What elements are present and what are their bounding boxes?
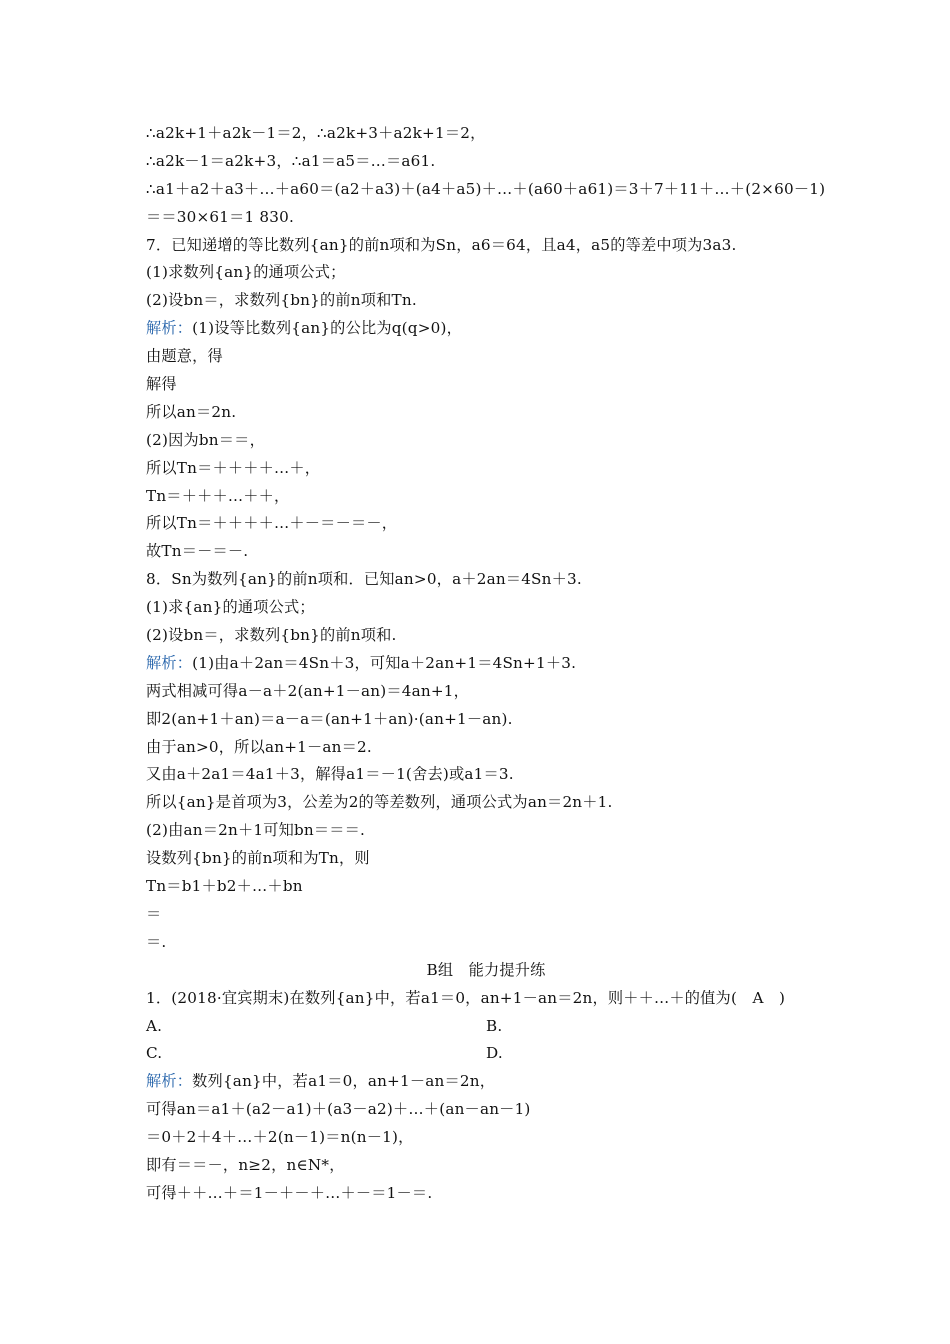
- problem-8-stem: 8．Sn为数列{an}的前n项和．已知an>0，a＋2an＝4Sn＋3.: [146, 570, 582, 589]
- text-line: 解得: [146, 375, 177, 394]
- text-line: 设数列{bn}的前n项和为Tn，则: [146, 849, 370, 868]
- text-line: Tn＝b1＋b2＋…＋bn: [146, 877, 303, 896]
- problem-7-stem: 7．已知递增的等比数列{an}的前n项和为Sn，a6＝64，且a4，a5的等差中项为3a3.: [146, 235, 737, 254]
- text-line: (1)求{an}的通项公式；: [146, 598, 315, 617]
- choice-row: [146, 1040, 826, 1068]
- choice-c: C.: [146, 1044, 163, 1063]
- text-line: 即有＝＝－，n≥2，n∈N*，: [146, 1155, 345, 1174]
- choice-a: A.: [146, 1016, 163, 1035]
- text-line: 故Tn＝－＝－.: [146, 542, 249, 561]
- text-line: (1)求数列{an}的通项公式；: [146, 263, 346, 282]
- text-line: 所以Tn＝＋＋＋＋…＋－＝－＝－，: [146, 514, 398, 533]
- text-line: ＝0＋2＋4＋…＋2(n－1)＝n(n－1)，: [146, 1128, 414, 1147]
- text-line: ＝＝30×61＝1 830.: [146, 207, 295, 226]
- text-line: 又由a＋2a1＝4a1＋3，解得a1＝－1(舍去)或a1＝3.: [146, 765, 514, 784]
- solution-line: [146, 1068, 826, 1096]
- text-line: 两式相减可得a－a＋2(an+1－an)＝4an+1，: [146, 681, 470, 700]
- solution-text: (1)由a＋2an＝4Sn＋3，可知a＋2an+1＝4Sn+1＋3.: [192, 653, 577, 672]
- text-line: ∴a2k+1＋a2k－1＝2，∴a2k+3＋a2k+1＝2，: [146, 124, 486, 142]
- text-line: (2)设bn＝，求数列{bn}的前n项和Tn.: [146, 291, 417, 310]
- solution-label: 解析：: [146, 1072, 193, 1091]
- solution-text: (1)设等比数列{an}的公比为q(q>0)，: [192, 319, 463, 338]
- choice-row: [146, 1013, 826, 1041]
- solution-line: [146, 650, 826, 678]
- text-line: 所以Tn＝＋＋＋＋…＋，: [146, 458, 321, 477]
- text-line: (2)因为bn＝＝，: [146, 430, 265, 449]
- solution-label: 解析：: [146, 653, 193, 672]
- solution-line: [146, 315, 826, 343]
- section-heading: B组 能力提升练: [426, 960, 546, 979]
- text-line: (2)由an＝2n＋1可知bn＝＝＝.: [146, 821, 366, 840]
- text-line: ∴a1＋a2＋a3＋…＋a60＝(a2＋a3)＋(a4＋a5)＋…＋(a60＋a61)＝3＋7＋11＋…＋(2×60－1): [146, 179, 826, 198]
- text-line: (2)设bn＝，求数列{bn}的前n项和.: [146, 626, 397, 645]
- text-line: ＝.: [146, 932, 167, 951]
- text-line: 所以an＝2n.: [146, 402, 237, 421]
- solution-label: 解析：: [146, 319, 193, 338]
- text-line: 由于an>0，所以an+1－an＝2.: [146, 737, 372, 756]
- text-line: 所以{an}是首项为3，公差为2的等差数列，通项公式为an＝2n＋1.: [146, 793, 613, 812]
- text-line: 即2(an+1＋an)＝a－a＝(an+1＋an)·(an+1－an).: [146, 709, 513, 728]
- document-body: [146, 120, 826, 1208]
- text-line: ＝: [146, 904, 162, 923]
- problem-1-stem: 1．(2018·宜宾期末)在数列{an}中，若a1＝0，an+1－an＝2n，则＋＋…＋的值为( A ): [146, 988, 786, 1007]
- text-line: 可得＋＋…＋＝1－＋－＋…＋－＝1－＝.: [146, 1183, 433, 1202]
- solution-text: 数列{an}中，若a1＝0，an+1－an＝2n，: [192, 1072, 496, 1091]
- text-line: ∴a2k－1＝a2k+3，∴a1＝a5＝…＝a61.: [146, 151, 436, 170]
- choice-d: D.: [486, 1044, 503, 1063]
- text-line: 可得an＝a1＋(a2－a1)＋(a3－a2)＋…＋(an－an－1): [146, 1100, 531, 1119]
- choice-b: B.: [486, 1016, 503, 1035]
- text-line: 由题意，得: [146, 347, 223, 366]
- text-line: Tn＝＋＋＋…＋＋，: [146, 486, 290, 505]
